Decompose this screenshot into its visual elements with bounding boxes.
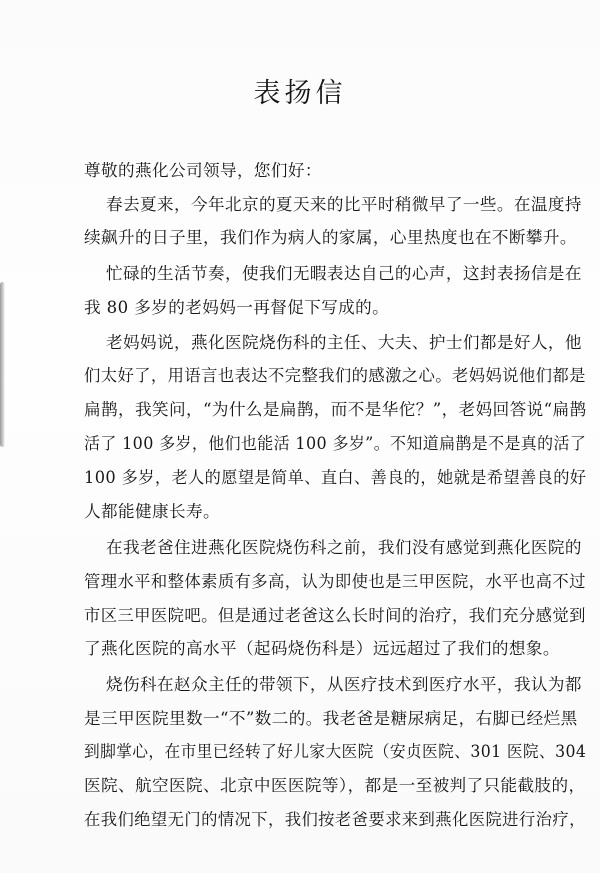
- body-line-11: 在我老爸住进燕化医院烧伤科之前，我们没有感觉到燕化医院的: [106, 538, 582, 557]
- body-line-18: 医院、航空医院、北京中医医院等），都是一至被判了只能截肢的，: [84, 776, 586, 795]
- letter-title: 表扬信: [253, 78, 347, 109]
- body-line-6: 们太好了，用语言也表达不完整我们的感激之心。老妈妈说他们都是: [84, 366, 586, 385]
- body-line-3: 忙碌的生活节奏，使我们无暇表达自己的心声，这封表扬信是在: [106, 264, 582, 283]
- body-line-15: 烧伤科在赵众主任的带领下，从医疗技术到医疗水平，我认为都: [106, 675, 582, 694]
- body-line-1: 春去夏来，今年北京的夏天来的比平时稍微早了一些。在温度持: [106, 195, 582, 214]
- body-line-7: 扁鹊，我笑问，“为什么是扁鹊，而不是华佗？”，老妈回答说“扁鹊: [84, 400, 587, 419]
- body-line-12: 管理水平和整体素质有多高，认为即使也是三甲医院，水平也高不过: [84, 572, 586, 591]
- body-line-8: 活了 100 多岁，他们也能活 100 多岁”。不知道扁鹊是不是真的活了: [84, 434, 587, 453]
- body-line-17: 到脚掌心，在市里已经转了好儿家大医院（安贞医院、301 医院、304: [84, 742, 587, 761]
- body-line-5: 老妈妈说，燕化医院烧伤科的主任、大夫、护士们都是好人，他: [106, 333, 582, 352]
- body-line-13: 市区三甲医院吧。但是通过老爸这么长时间的治疗，我们充分感觉到: [84, 606, 586, 625]
- scan-edge-shadow: [0, 282, 5, 447]
- body-line-9: 100 多岁，老人的愿望是简单、直白、善良的，她就是希望善良的好: [84, 468, 587, 487]
- body-line-4: 我 80 多岁的老妈妈一再督促下写成的。: [84, 298, 390, 317]
- body-line-16: 是三甲医院里数一“不”数二的。我老爸是糖尿病足，右脚已经烂黑: [84, 709, 578, 728]
- salutation: 尊敬的燕化公司领导，您们好：: [84, 161, 322, 180]
- body-line-19: 在我们绝望无门的情况下，我们按老爸要求来到燕化医院进行治疗，: [84, 810, 586, 829]
- body-line-10: 人都能健康长寿。: [84, 502, 220, 521]
- body-line-2: 续飙升的日子里，我们作为病人的家属，心里热度也在不断攀升。: [84, 228, 577, 247]
- body-line-14: 了燕化医院的高水平（起码烧伤科是）远远超过了我们的想象。: [84, 639, 560, 658]
